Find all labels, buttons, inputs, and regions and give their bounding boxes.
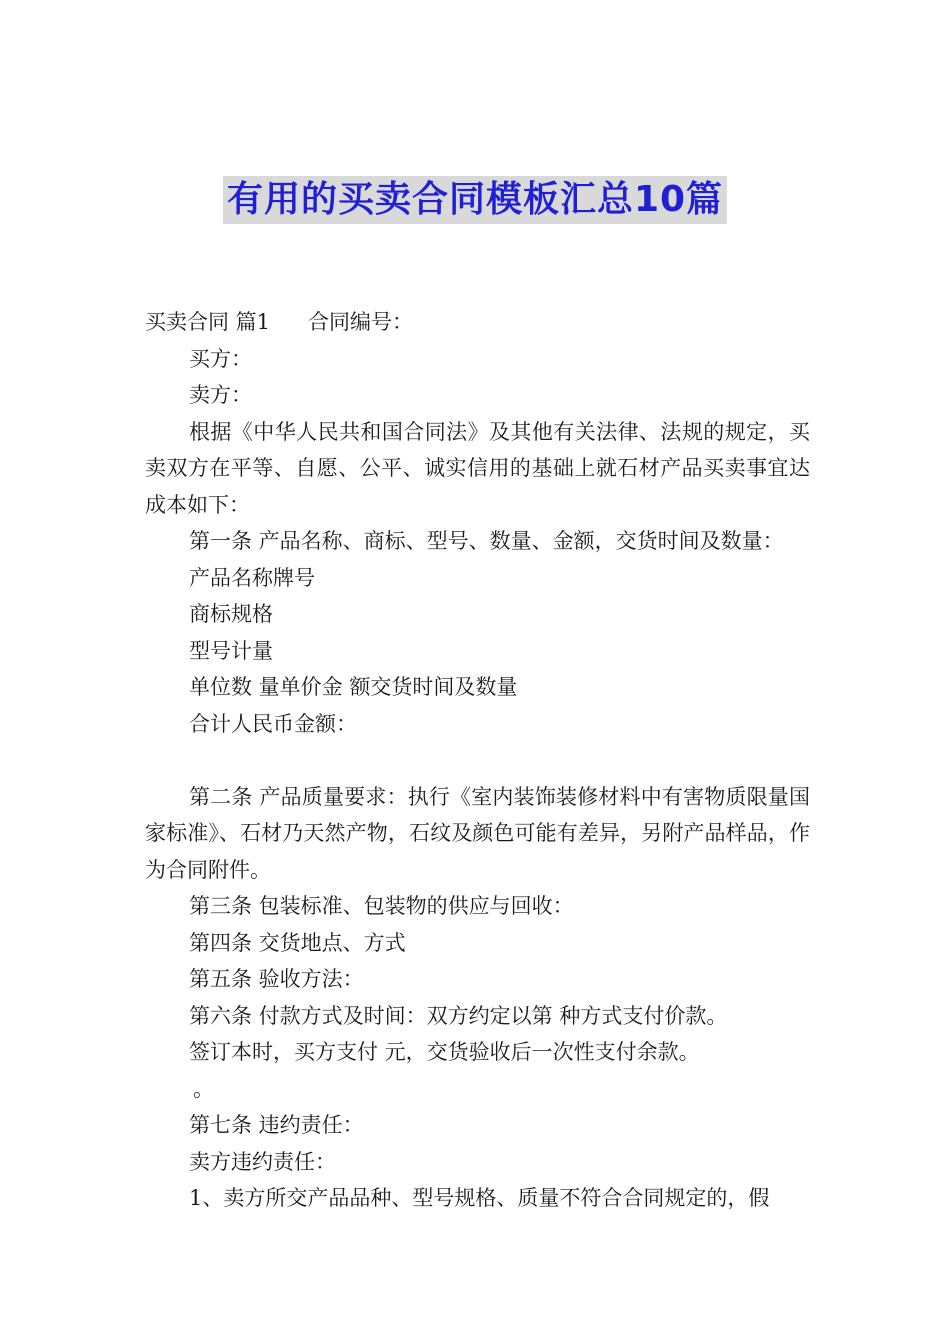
contract-number-label: 合同编号： bbox=[308, 310, 414, 334]
blank-line bbox=[145, 742, 810, 779]
product-row-4: 单位数 量单价金 额交货时间及数量 bbox=[189, 675, 518, 699]
buyer-line: 买方： bbox=[189, 346, 252, 371]
liability-item-1: 1、卖方所交产品品种、型号规格、质量不符合合同规定的，假 bbox=[189, 1186, 770, 1210]
total-amount-line: 合计人民币金额： bbox=[189, 711, 357, 736]
product-row-3: 型号计量 bbox=[189, 638, 273, 663]
document-title: 有用的买卖合同模板汇总10篇 bbox=[223, 176, 727, 224]
contract-section-label: 买卖合同 篇1 bbox=[145, 310, 271, 334]
title-container bbox=[0, 176, 950, 224]
article-1: 第一条 产品名称、商标、型号、数量、金额，交货时间及数量： bbox=[189, 529, 784, 553]
article-6: 第六条 付款方式及时间：双方约定以第 种方式支付价款。 bbox=[189, 1003, 728, 1028]
article-6-payment: 签订本时，买方支付 元，交货验收后一次性支付余款。 bbox=[189, 1040, 700, 1064]
period-line: 。 bbox=[193, 1076, 214, 1101]
product-row-1: 产品名称牌号 bbox=[189, 565, 315, 590]
seller-line: 卖方： bbox=[189, 383, 252, 407]
article-5: 第五条 验收方法： bbox=[189, 967, 364, 991]
intro-paragraph: 根据《中华人民共和国合同法》及其他有关法律、法规的规定，买卖双方在平等、自愿、公平、诚实信用的基础上就石材产品买卖事宜达成本如下： bbox=[145, 419, 810, 517]
document-body bbox=[145, 304, 810, 1217]
article-4: 第四条 交货地点、方式 bbox=[189, 930, 406, 955]
product-row-2: 商标规格 bbox=[189, 602, 273, 626]
article-3: 第三条 包装标准、包装物的供应与回收： bbox=[189, 894, 574, 918]
contract-header-line bbox=[145, 304, 810, 341]
article-7: 第七条 违约责任： bbox=[189, 1113, 364, 1137]
seller-liability-heading: 卖方违约责任： bbox=[189, 1149, 336, 1174]
article-2: 第二条 产品质量要求：执行《室内装饰装修材料中有害物质限量国家标准》、石材乃天然产物，石纹及颜色可能有差异，另附产品样品，作为合同附件。 bbox=[145, 784, 810, 882]
